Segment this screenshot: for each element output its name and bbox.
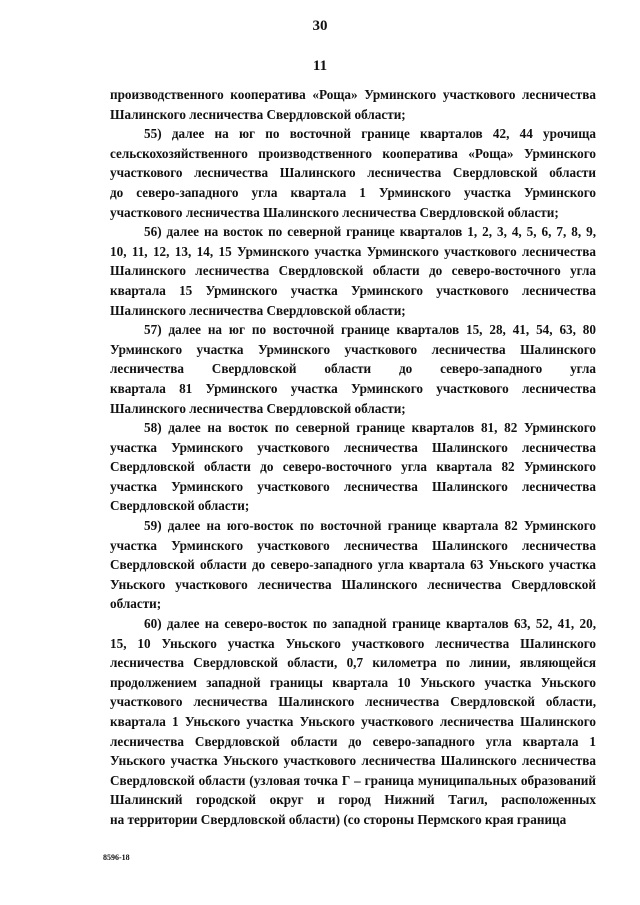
text-line: участка Урминского участкового лесничества Шалинского лесничества	[110, 478, 596, 494]
text-line: до северо-западного угла квартала 1 Урминского участка Урминского	[110, 184, 596, 200]
text-line: на территории Свердловской области) (со стороны Пермского края граница	[110, 811, 567, 827]
text-line: Уньского участкового лесничества Шалинского лесничества Свердловской	[110, 576, 596, 592]
text-line: 10, 11, 12, 13, 14, 15 Урминского участка Урминского участкового лесничества	[110, 243, 596, 259]
text-line: 57) далее на юг по восточной границе кварталов 15, 28, 41, 54, 63, 80	[144, 322, 596, 338]
text-line: 15, 10 Уньского участка Уньского участкового лесничества Шалинского	[110, 635, 596, 651]
text-line: участка Урминского участкового лесничества Шалинского лесничества	[110, 439, 596, 455]
text-line: Свердловской области до северо-восточного угла квартала 82 Урминского	[110, 459, 596, 475]
text-line: продолжением западной границы квартала 10 Уньского участка Уньского	[110, 674, 596, 690]
paragraph	[110, 614, 596, 830]
text-line: Шалинского лесничества Свердловской области;	[110, 400, 406, 416]
paragraph	[110, 222, 596, 320]
text-line: Шалинского лесничества Свердловской области;	[110, 302, 406, 318]
document-code: 8596-18	[103, 853, 130, 862]
text-line: квартала 81 Урминского участка Урминского участкового лесничества	[110, 380, 596, 396]
paragraph	[110, 124, 596, 222]
text-line: 58) далее на восток по северной границе кварталов 81, 82 Урминского	[144, 420, 596, 436]
text-line: Шалинского лесничества Свердловской области до северо-восточного угла	[110, 263, 596, 279]
text-line: Шалинского лесничества Свердловской области;	[110, 106, 406, 122]
outer-page-number: 30	[312, 18, 328, 34]
inner-page-number: 11	[312, 58, 328, 74]
text-line: 60) далее на северо-восток по западной границе кварталов 63, 52, 41, 20,	[144, 616, 596, 632]
text-line: Свердловской области;	[110, 498, 250, 514]
text-line: 56) далее на восток по северной границе кварталов 1, 2, 3, 4, 5, 6, 7, 8, 9,	[144, 224, 596, 240]
text-line: Уньского участка Уньского участкового лесничества Шалинского лесничества	[110, 753, 596, 769]
text-line: Урминского участка Урминского участкового лесничества Шалинского	[110, 341, 596, 357]
text-line: 59) далее на юго-восток по восточной границе квартала 82 Урминского	[144, 518, 596, 534]
text-line: Свердловской области (узловая точка Г – граница муниципальных образований	[110, 772, 596, 788]
text-line: сельскохозяйственного производственного кооператива «Роща» Урминского	[110, 145, 596, 161]
text-line: лесничества Свердловской области до северо-западного угла	[110, 361, 596, 377]
text-line: лесничества Свердловской области, 0,7 километра по линии, являющейся	[110, 655, 596, 671]
text-line: квартала 15 Урминского участка Урминского участкового лесничества	[110, 282, 596, 298]
text-line: участка Урминского участкового лесничества Шалинского лесничества	[110, 537, 596, 553]
text-line: участкового лесничества Шалинского лесничества Свердловской области;	[110, 204, 559, 220]
paragraph	[110, 85, 596, 124]
text-line: Свердловской области до северо-западного угла квартала 63 Уньского участка	[110, 557, 596, 573]
paragraph	[110, 320, 596, 418]
text-line: квартала 1 Уньского участка Уньского участкового лесничества Шалинского	[110, 714, 596, 729]
text-line: участкового лесничества Шалинского лесничества Свердловской области	[110, 165, 596, 181]
text-line: Шалинский городской округ и город Нижний Тагил, расположенных	[110, 792, 596, 808]
paragraph	[110, 516, 596, 614]
text-line: области;	[110, 596, 162, 612]
document-body	[110, 85, 596, 830]
text-line: лесничества Свердловской области до северо-западного угла квартала 1	[110, 733, 596, 749]
text-line: участкового лесничества Шалинского лесничества Свердловской области,	[110, 694, 596, 710]
paragraph	[110, 418, 596, 516]
text-line: производственного кооператива «Роща» Урминского участкового лесничества	[110, 87, 596, 102]
text-line: 55) далее на юг по восточной границе кварталов 42, 44 урочища	[144, 126, 596, 142]
